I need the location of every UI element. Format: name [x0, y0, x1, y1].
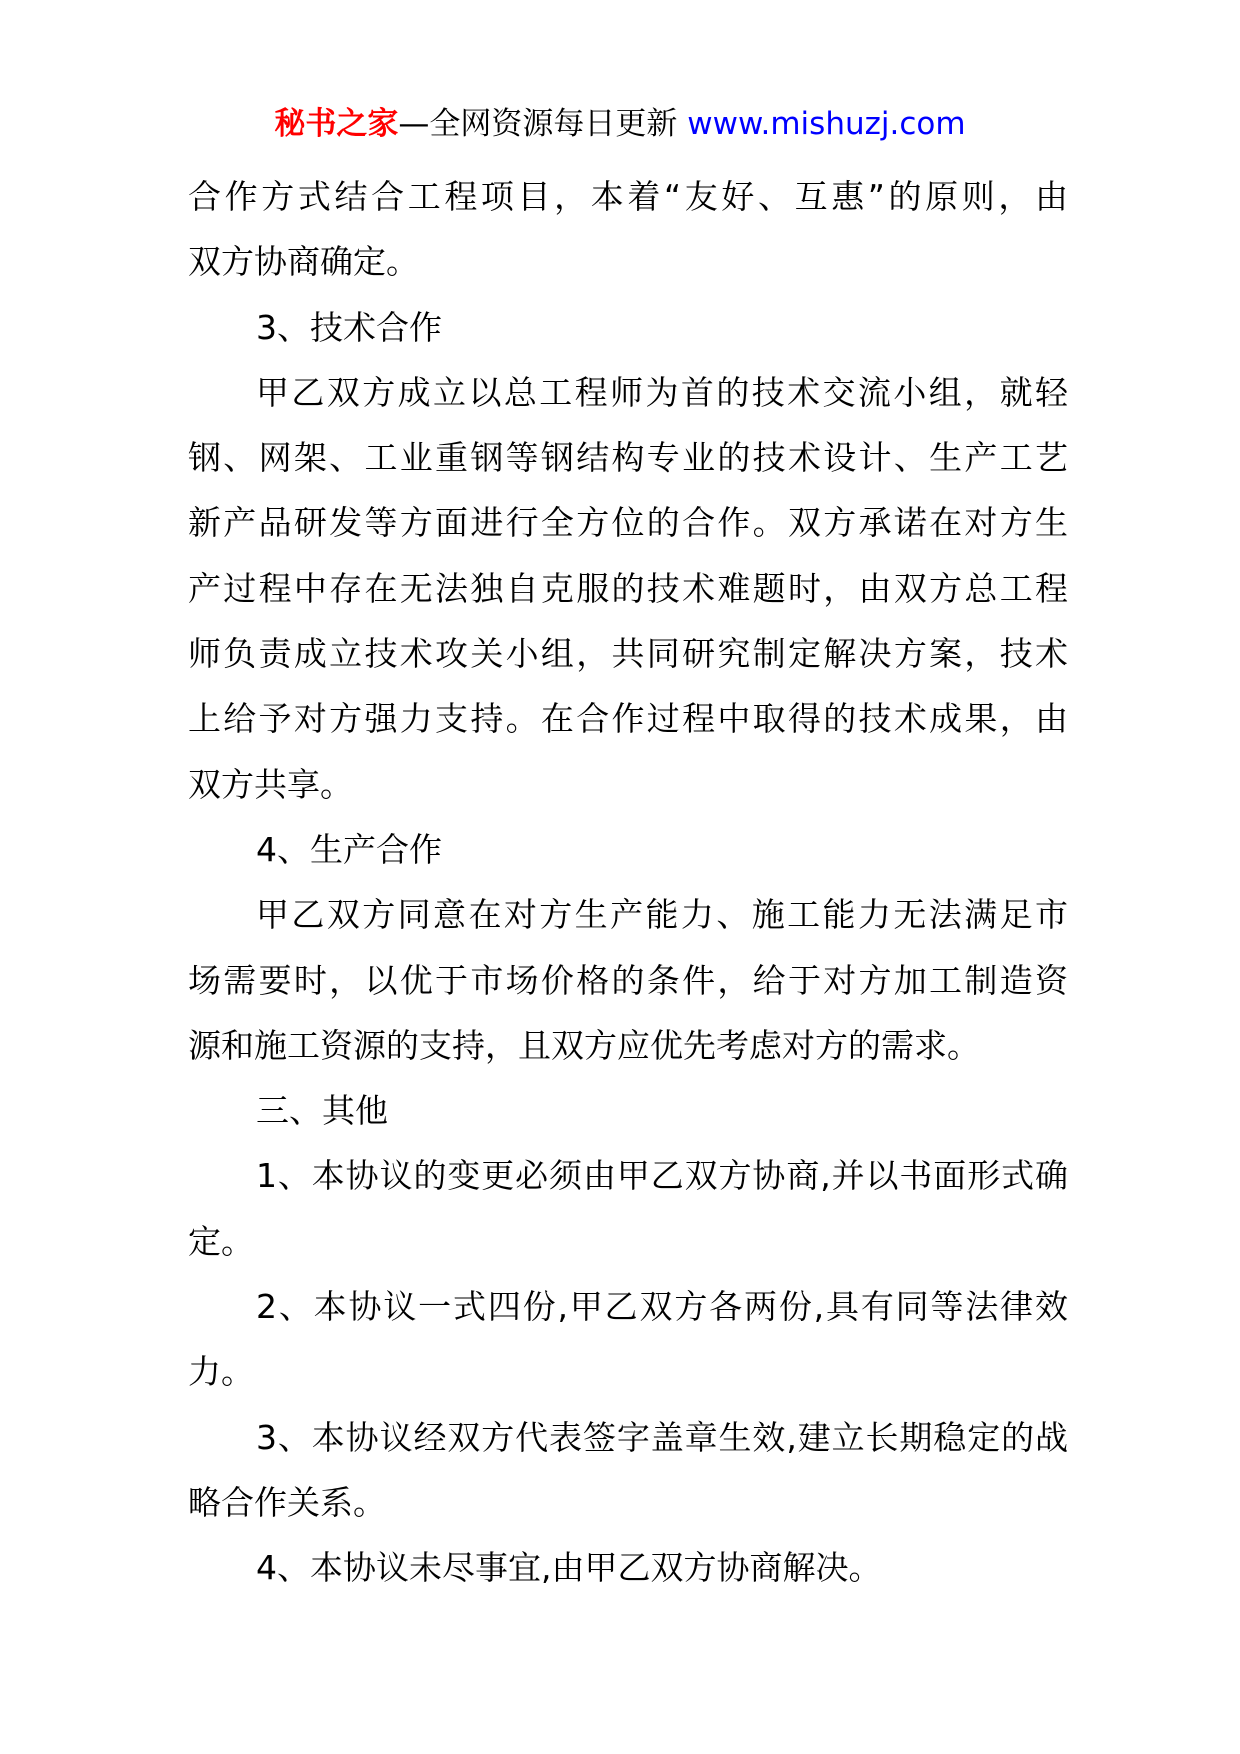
paragraph-line: 产过程中存在无法独自克服的技术难题时，由双方总工程: [188, 568, 1068, 608]
paragraph-line: 上给予对方强力支持。在合作过程中取得的技术成果，由: [188, 699, 1068, 739]
paragraph-line: 双方协商确定。: [188, 242, 419, 282]
paragraph-line: 4、本协议未尽事宜,由甲乙双方协商解决。: [256, 1548, 882, 1588]
site-header: [0, 102, 1240, 146]
paragraph-line: 力。: [188, 1352, 254, 1392]
paragraph-line: 师负责成立技术攻关小组，共同研究制定解决方案，技术: [188, 634, 1068, 674]
document-body: [188, 164, 1068, 1601]
paragraph-line: 源和施工资源的支持，且双方应优先考虑对方的需求。: [188, 1025, 980, 1065]
paragraph-line: 甲乙双方同意在对方生产能力、施工能力无法满足市: [256, 895, 1068, 935]
paragraph-line: 略合作关系。: [188, 1482, 386, 1522]
section-heading: 三、其他: [256, 1091, 388, 1131]
site-tagline: —全网资源每日更新: [398, 106, 678, 142]
paragraph-line: 定。: [188, 1221, 254, 1261]
paragraph-line: 3、本协议经双方代表签字盖章生效,建立长期稳定的战: [256, 1417, 1068, 1457]
paragraph-line: 双方共享。: [188, 764, 353, 804]
paragraph-line: 合作方式结合工程项目，本着“友好、互惠”的原则，由: [188, 177, 1068, 216]
section-heading: 3、技术合作: [256, 307, 442, 347]
paragraph-line: 甲乙双方成立以总工程师为首的技术交流小组，就轻: [256, 372, 1068, 412]
paragraph-line: 钢、网架、工业重钢等钢结构专业的技术设计、生产工艺: [188, 438, 1068, 478]
site-brand: 秘书之家: [274, 106, 399, 142]
paragraph-line: 2、本协议一式四份,甲乙双方各两份,具有同等法律效: [256, 1287, 1068, 1327]
site-url-link[interactable]: www.mishuzj.com: [687, 106, 966, 142]
paragraph-line: 1、本协议的变更必须由甲乙双方协商,并以书面形式确: [256, 1156, 1068, 1196]
section-heading: 4、生产合作: [256, 829, 442, 869]
paragraph-line: 新产品研发等方面进行全方位的合作。双方承诺在对方生: [188, 503, 1068, 543]
paragraph-line: 场需要时，以优于市场价格的条件，给于对方加工制造资: [188, 960, 1068, 1000]
